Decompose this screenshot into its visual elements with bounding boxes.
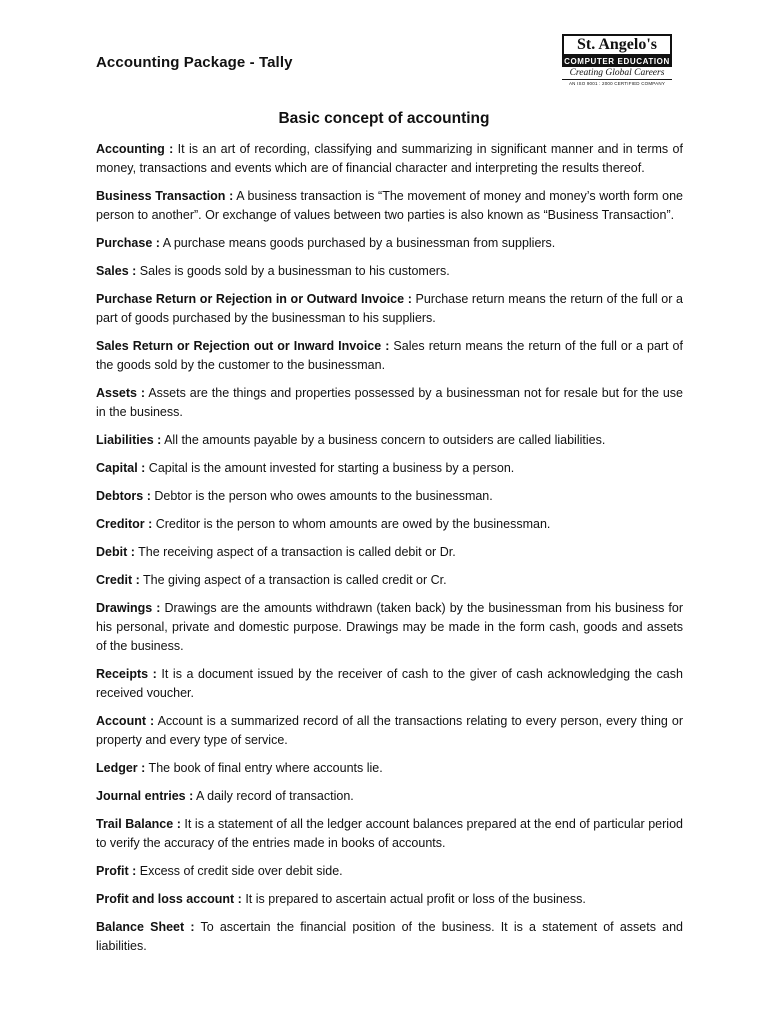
definition-term: Accounting : — [96, 142, 174, 156]
definition-text: To ascertain the financial position of the business. It is a statement of assets and liabilities. — [96, 920, 683, 953]
definition-entry — [96, 234, 683, 253]
logo-name: St. Angelo's — [562, 34, 672, 56]
definition-text: Capital is the amount invested for starting a business by a person. — [145, 461, 515, 475]
definition-text: A business transaction is “The movement of money and money’s worth form one person to another”. Or exchange of values between two parties is also known as “Business Transaction”. — [96, 189, 683, 222]
definition-text: Account is a summarized record of all the transactions relating to every person, every thing or property and every type of service. — [96, 714, 684, 747]
definitions-list — [96, 140, 683, 965]
definition-text: Creditor is the person to whom amounts are owed by the businessman. — [152, 517, 551, 531]
definition-entry — [96, 862, 683, 881]
definition-entry — [96, 262, 683, 281]
definition-text: Purchase return means the return of the full or a part of goods purchased by the businessman to his suppliers. — [96, 292, 683, 325]
definition-text: A purchase means goods purchased by a businessman from suppliers. — [159, 236, 556, 250]
institute-logo — [562, 34, 672, 96]
definition-entry — [96, 487, 683, 506]
definition-text: Drawings are the amounts withdrawn (taken back) by the businessman from his business for his personal, private and domestic purpose. Drawings may be made in the form cash, goods and assets of the business. — [96, 601, 683, 653]
definition-term: Assets : — [96, 386, 146, 400]
definition-entry — [96, 665, 683, 703]
definition-entry — [96, 459, 683, 478]
definition-term: Purchase : — [96, 236, 160, 250]
page-header — [96, 34, 676, 98]
definition-term: Drawings : — [96, 601, 161, 615]
definition-term: Sales : — [96, 264, 137, 278]
logo-band: COMPUTER EDUCATION — [562, 56, 672, 67]
definition-text: Sales is goods sold by a businessman to his customers. — [136, 264, 450, 278]
section-title: Basic concept of accounting — [278, 110, 490, 127]
definition-text: It is a statement of all the ledger account balances prepared at the end of particular period to verify the accuracy of the entries made in books of accounts. — [96, 817, 683, 850]
definition-entry — [96, 712, 683, 750]
definition-text: The giving aspect of a transaction is called credit or Cr. — [139, 573, 447, 587]
definition-term: Profit and loss account : — [96, 892, 242, 906]
definition-entry — [96, 337, 683, 375]
definition-term: Profit : — [96, 864, 137, 878]
definition-entry — [96, 787, 683, 806]
definition-term: Credit : — [96, 573, 140, 587]
definition-term: Ledger : — [96, 761, 146, 775]
definition-term: Account : — [96, 714, 155, 728]
document-title: Accounting Package - Tally — [96, 54, 293, 71]
definition-term: Purchase Return or Rejection in or Outward Invoice : — [96, 292, 412, 306]
definition-entry — [96, 815, 683, 853]
definition-text: Sales return means the return of the full or a part of the goods sold by the customer to the businessman. — [96, 339, 683, 372]
definition-term: Creditor : — [96, 517, 153, 531]
definition-entry — [96, 543, 683, 562]
definition-entry — [96, 890, 683, 909]
definition-entry — [96, 571, 683, 590]
definition-text: The receiving aspect of a transaction is called debit or Dr. — [134, 545, 456, 559]
definition-text: Assets are the things and properties possessed by a businessman not for resale but for the use in the business. — [96, 386, 683, 419]
definition-term: Liabilities : — [96, 433, 162, 447]
definition-text: Debtor is the person who owes amounts to the businessman. — [150, 489, 493, 503]
definition-term: Business Transaction : — [96, 189, 234, 203]
definition-term: Journal entries : — [96, 789, 194, 803]
definition-text: Excess of credit side over debit side. — [136, 864, 343, 878]
definition-text: It is prepared to ascertain actual profit or loss of the business. — [241, 892, 586, 906]
definition-term: Capital : — [96, 461, 146, 475]
definition-text: It is an art of recording, classifying and summarizing in significant manner and in terms of money, transactions and events which are of financial character and interpreting the results thereof. — [96, 142, 683, 175]
definition-term: Debtors : — [96, 489, 151, 503]
definition-entry — [96, 918, 683, 956]
definition-entry — [96, 431, 683, 450]
definition-text: The book of final entry where accounts lie. — [145, 761, 383, 775]
definition-entry — [96, 599, 683, 656]
logo-tagline: Creating Global Careers — [569, 68, 665, 78]
definition-entry — [96, 187, 683, 225]
definition-entry — [96, 384, 683, 422]
definition-term: Trail Balance : — [96, 817, 181, 831]
logo-certification: AN ISO 9001 : 2000 CERTIFIED COMPANY — [562, 79, 672, 87]
definition-text: All the amounts payable by a business concern to outsiders are called liabilities. — [161, 433, 606, 447]
definition-entry — [96, 759, 683, 778]
definition-term: Balance Sheet : — [96, 920, 195, 934]
definition-entry — [96, 290, 683, 328]
definition-text: A daily record of transaction. — [193, 789, 354, 803]
definition-entry — [96, 515, 683, 534]
definition-entry — [96, 140, 683, 178]
definition-term: Receipts : — [96, 667, 157, 681]
definition-term: Sales Return or Rejection out or Inward Invoice : — [96, 339, 390, 353]
definition-text: It is a document issued by the receiver of cash to the giver of cash acknowledging the cash received voucher. — [96, 667, 684, 700]
definition-term: Debit : — [96, 545, 135, 559]
